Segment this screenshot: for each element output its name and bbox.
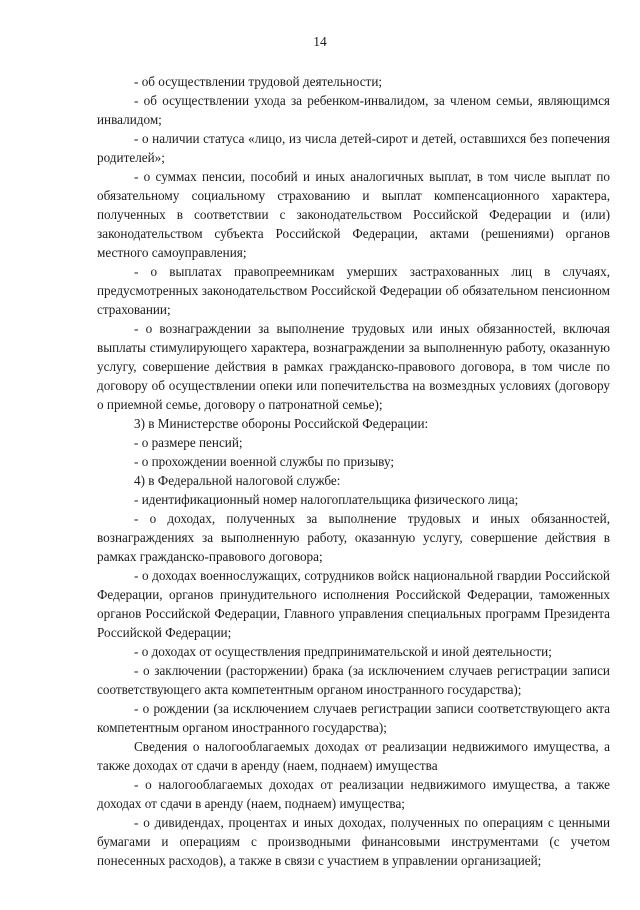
paragraph-7: 3) в Министерстве обороны Российской Федерации: — [134, 416, 429, 431]
paragraph-12: - о доходах, полученных за выполнение трудовых и иных обязанностей, вознаграждениях за выполненную работу, оказанную услугу, совершение действия в рамках гражданско-правового договора; — [97, 511, 610, 564]
paragraph-9: - о прохождении военной службы по призыву; — [134, 454, 395, 469]
paragraph-6: - о вознаграждении за выполнение трудовых или иных обязанностей, включая выплаты стимулирующего характера, вознаграждении за выполненную работу, оказанную услугу, совершение действия в рамках гражданско-правового договора, в том числе по договору об осуществлении опеки или попечительства на возмездных условиях (договору о приемной семье, договору о патронатной семье); — [97, 321, 610, 412]
paragraph-4: - о суммах пенсии, пособий и иных аналогичных выплат, в том числе выплат по обязательному социальному страхованию и выплат компенсационного характера, полученных в соответствии с законодательством Российской Федерации и (или) законодательством субъекта Российской Федерации, актами (решениями) органов местного самоуправления; — [97, 169, 610, 260]
paragraph-10: 4) в Федеральной налоговой службе: — [134, 473, 341, 488]
paragraph-1: - об осуществлении трудовой деятельности; — [134, 74, 383, 89]
paragraph-3: - о наличии статуса «лицо, из числа детей-сирот и детей, оставшихся без попечения родителей»; — [97, 131, 610, 165]
paragraph-16: - о рождении (за исключением случаев регистрации записи соответствующего акта компетентным органом иностранного государства); — [97, 701, 610, 735]
page-number: 14 — [313, 34, 327, 49]
paragraph-2: - об осуществлении ухода за ребенком-инвалидом, за членом семьи, являющимся инвалидом; — [97, 93, 610, 127]
paragraph-5: - о выплатах правопреемникам умерших застрахованных лиц в случаях, предусмотренных законодательством Российской Федерации об обязательном пенсионном страховании; — [97, 264, 610, 317]
document-body — [97, 72, 610, 870]
paragraph-17: Сведения о налогооблагаемых доходах от реализации недвижимого имущества, а также доходах от сдачи в аренду (наем, поднаем) имущества — [97, 739, 610, 773]
paragraph-14: - о доходах от осуществления предпринимательской и иной деятельности; — [134, 644, 552, 659]
paragraph-18: - о налогооблагаемых доходах от реализации недвижимого имущества, а также доходах от сдачи в аренду (наем, поднаем) имущества; — [97, 777, 610, 811]
paragraph-13: - о доходах военнослужащих, сотрудников войск национальной гвардии Российской Федерации, органов принудительного исполнения Российской Федерации, таможенных органов Российской Федерации, Главного управления специальных программ Президента Российской Федерации; — [97, 568, 610, 640]
paragraph-19: - о дивидендах, процентах и иных доходах, полученных по операциям с ценными бумагами и операциям с производными финансовыми инструментами (с учетом понесенных расходов), а также в связи с участием в управлении организацией; — [97, 815, 610, 868]
paragraph-8: - о размере пенсий; — [134, 435, 243, 450]
paragraph-15: - о заключении (расторжении) брака (за исключением случаев регистрации записи соответствующего акта компетентным органом иностранного государства); — [97, 663, 610, 697]
paragraph-11: - идентификационный номер налогоплательщика физического лица; — [134, 492, 519, 507]
